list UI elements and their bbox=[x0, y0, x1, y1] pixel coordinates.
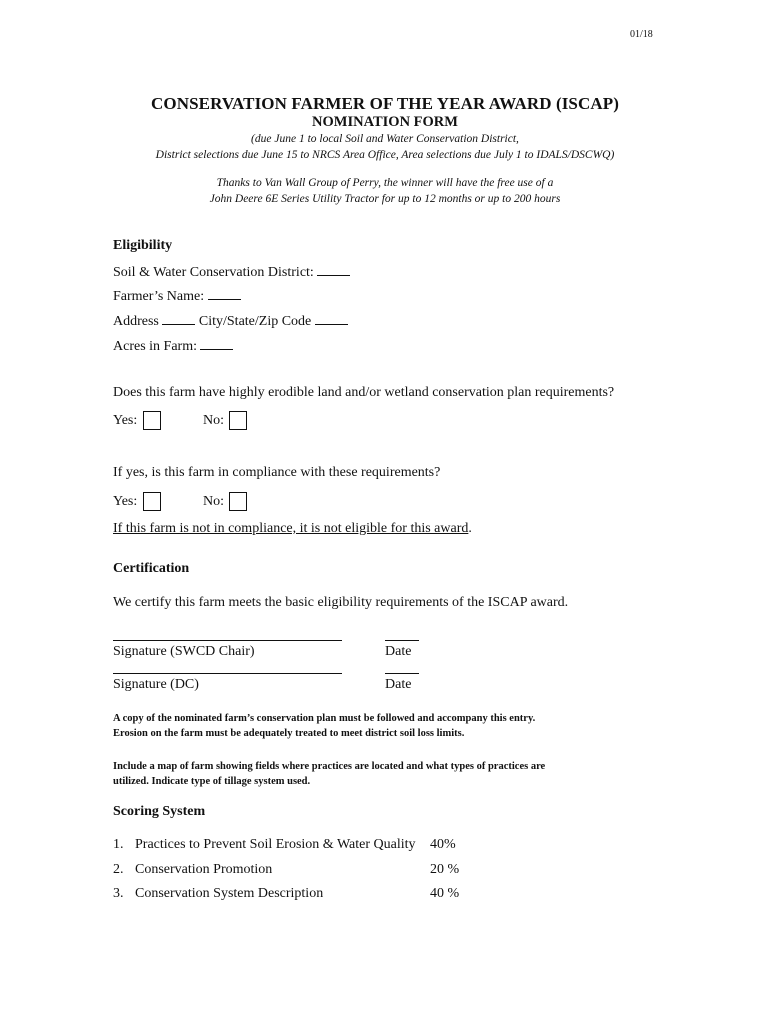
swcd-chair-signature-label: Signature (SWCD Chair) bbox=[113, 644, 255, 659]
scoring-item-3-label: Conservation System Description bbox=[135, 886, 324, 901]
question-1-no-label: No: bbox=[203, 413, 224, 428]
map-note-line-2: utilized. Indicate type of tillage system used. bbox=[113, 776, 311, 787]
question-1-yes-label: Yes: bbox=[113, 413, 138, 428]
question-2-no-label: No: bbox=[203, 494, 224, 509]
acres-label: Acres in Farm: bbox=[113, 339, 197, 354]
scoring-item-2-label: Conservation Promotion bbox=[135, 862, 273, 877]
scoring-item-1-number: 1. bbox=[113, 837, 124, 852]
scoring-item-1-label: Practices to Prevent Soil Erosion & Water Quality bbox=[135, 837, 416, 852]
swcd-chair-date-label: Date bbox=[385, 644, 412, 659]
question-2-yes-checkbox[interactable] bbox=[143, 492, 161, 511]
district-label: Soil & Water Conservation District: bbox=[113, 265, 314, 280]
certification-statement: We certify this farm meets the basic eligibility requirements of the ISCAP award. bbox=[113, 595, 569, 610]
dc-date-label: Date bbox=[385, 677, 412, 692]
question-2-yes-label: Yes: bbox=[113, 494, 138, 509]
swcd-chair-date-line[interactable] bbox=[385, 640, 419, 641]
acres-row bbox=[113, 337, 233, 355]
farmer-label: Farmer’s Name: bbox=[113, 289, 205, 304]
compliance-note-period: . bbox=[468, 521, 472, 536]
form-subtitle: NOMINATION FORM bbox=[312, 114, 458, 130]
acres-field[interactable] bbox=[200, 337, 233, 350]
scoring-heading: Scoring System bbox=[113, 804, 206, 819]
dc-date-line[interactable] bbox=[385, 673, 419, 674]
certification-heading: Certification bbox=[113, 561, 190, 576]
swcd-chair-signature-line[interactable] bbox=[113, 640, 342, 641]
sponsor-line-1: Thanks to Van Wall Group of Perry, the winner will have the free use of a bbox=[216, 177, 554, 189]
question-1-no-checkbox[interactable] bbox=[229, 411, 247, 430]
farmer-row bbox=[113, 287, 241, 305]
map-note-line-1: Include a map of farm showing fields where practices are located and what types of practices are bbox=[113, 761, 546, 772]
address-row bbox=[113, 312, 348, 330]
eligibility-heading: Eligibility bbox=[113, 238, 173, 253]
city-state-zip-field[interactable] bbox=[315, 312, 348, 325]
district-row bbox=[113, 263, 350, 281]
dc-signature-label: Signature (DC) bbox=[113, 677, 199, 692]
due-date-line-1: (due June 1 to local Soil and Water Conservation District, bbox=[251, 133, 519, 145]
page-number: 01/18 bbox=[630, 29, 653, 40]
dc-signature-line[interactable] bbox=[113, 673, 342, 674]
sponsor-line-2: John Deere 6E Series Utility Tractor for up to 12 months or up to 200 hours bbox=[209, 193, 561, 205]
scoring-item-3-number: 3. bbox=[113, 886, 124, 901]
question-2-no-checkbox[interactable] bbox=[229, 492, 247, 511]
city-state-zip-label: City/State/Zip Code bbox=[198, 314, 312, 329]
compliance-note-text: If this farm is not in compliance, it is not eligible for this award bbox=[113, 521, 469, 536]
address-field[interactable] bbox=[162, 312, 195, 325]
address-label: Address bbox=[113, 314, 159, 329]
farmer-name-field[interactable] bbox=[208, 287, 241, 300]
question-1-yes-checkbox[interactable] bbox=[143, 411, 161, 430]
scoring-item-1-weight: 40% bbox=[430, 837, 456, 852]
question-1-text: Does this farm have highly erodible land and/or wetland conservation plan requirements? bbox=[113, 385, 615, 400]
plan-note-line-1: A copy of the nominated farm’s conservation plan must be followed and accompany this entry. bbox=[113, 713, 536, 724]
question-2-text: If yes, is this farm in compliance with these requirements? bbox=[113, 465, 441, 480]
scoring-item-2-number: 2. bbox=[113, 862, 124, 877]
form-title: CONSERVATION FARMER OF THE YEAR AWARD (ISCAP) bbox=[151, 94, 619, 113]
district-field[interactable] bbox=[317, 263, 350, 276]
due-date-line-2: District selections due June 15 to NRCS Area Office, Area selections due July 1 to IDALS/DSCWQ) bbox=[155, 149, 615, 161]
scoring-item-2-weight: 20 % bbox=[430, 862, 460, 877]
scoring-item-3-weight: 40 % bbox=[430, 886, 460, 901]
plan-note-line-2: Erosion on the farm must be adequately treated to meet district soil loss limits. bbox=[113, 728, 465, 739]
compliance-note bbox=[113, 521, 472, 537]
